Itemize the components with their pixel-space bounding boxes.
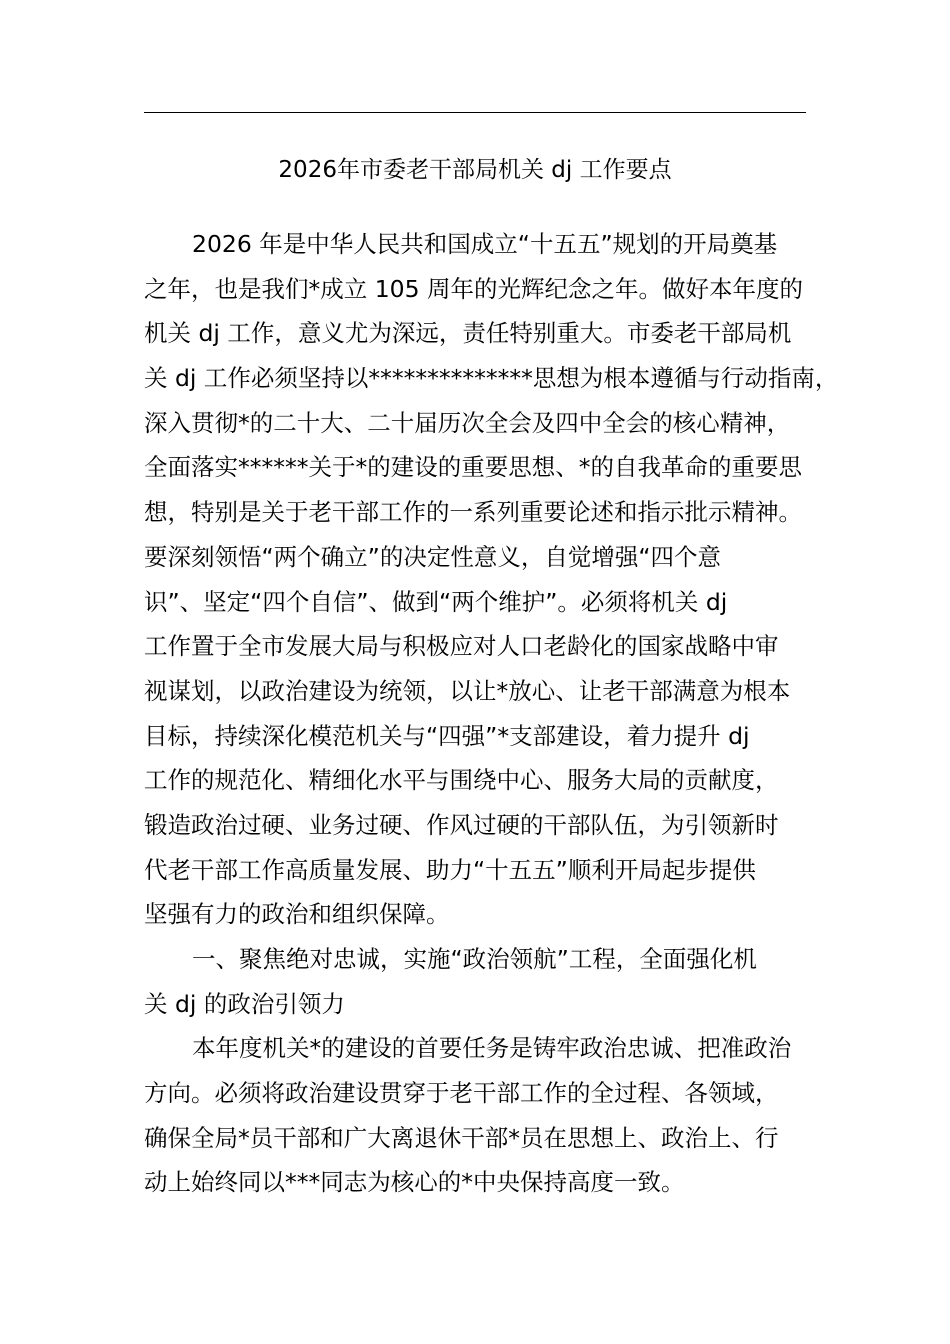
text-line: 坚强有力的政治和组织保障。 bbox=[144, 900, 450, 929]
text-line: 本年度机关*的建设的首要任务是铸牢政治忠诚、把准政治 bbox=[192, 1034, 792, 1063]
text-line: 2026 年是中华人民共和国成立“十五五”规划的开局奠基 bbox=[192, 230, 778, 258]
text-line: 关 dj 的政治引领力 bbox=[144, 989, 345, 1018]
text-line: 动上始终同以***同志为核心的*中央保持高度一致。 bbox=[144, 1168, 685, 1197]
text-line: 想，特别是关于老干部工作的一系列重要论述和指示批示精神。 bbox=[144, 498, 802, 527]
text-line: 工作置于全市发展大局与积极应对人口老龄化的国家战略中审 bbox=[144, 632, 779, 661]
document-body bbox=[144, 222, 839, 1205]
text-line: 代老干部工作高质量发展、助力“十五五”顺利开局起步提供 bbox=[144, 855, 756, 884]
text-line: 之年，也是我们*成立 105 周年的光辉纪念之年。做好本年度的 bbox=[144, 274, 804, 303]
text-line: 深入贯彻*的二十大、二十届历次全会及四中全会的核心精神， bbox=[144, 408, 791, 437]
text-line: 识”、坚定“四个自信”、做到“两个维护”。必须将机关 dj bbox=[144, 587, 728, 616]
text-line: 全面落实******关于*的建设的重要思想、*的自我革命的重要思 bbox=[144, 453, 802, 482]
text-line: 机关 dj 工作，意义尤为深远，责任特别重大。市委老干部局机 bbox=[144, 319, 792, 348]
text-line: 锻造政治过硬、业务过硬、作风过硬的干部队伍，为引领新时 bbox=[144, 810, 779, 839]
text-line: 方向。必须将政治建设贯穿于老干部工作的全过程、各领域， bbox=[144, 1079, 779, 1108]
document-title: 2026年市委老干部局机关 dj 工作要点 bbox=[278, 157, 672, 183]
header-rule bbox=[144, 112, 806, 113]
text-line: 工作的规范化、精细化水平与围绕中心、服务大局的贡献度， bbox=[144, 766, 779, 795]
text-line: 关 dj 工作必须坚持以**************思想为根本遵循与行动指南， bbox=[144, 364, 839, 393]
text-line: 目标，持续深化模范机关与“四强”*支部建设，着力提升 dj bbox=[144, 721, 750, 750]
text-line: 要深刻领悟“两个确立”的决定性意义，自觉增强“四个意 bbox=[144, 542, 722, 571]
text-line: 一、聚焦绝对忠诚，实施“政治领航”工程，全面强化机 bbox=[192, 945, 757, 973]
text-line: 确保全局*员干部和广大离退休干部*员在思想上、政治上、行 bbox=[144, 1123, 779, 1152]
text-line: 视谋划，以政治建设为统领，以让*放心、让老干部满意为根本 bbox=[144, 676, 791, 705]
